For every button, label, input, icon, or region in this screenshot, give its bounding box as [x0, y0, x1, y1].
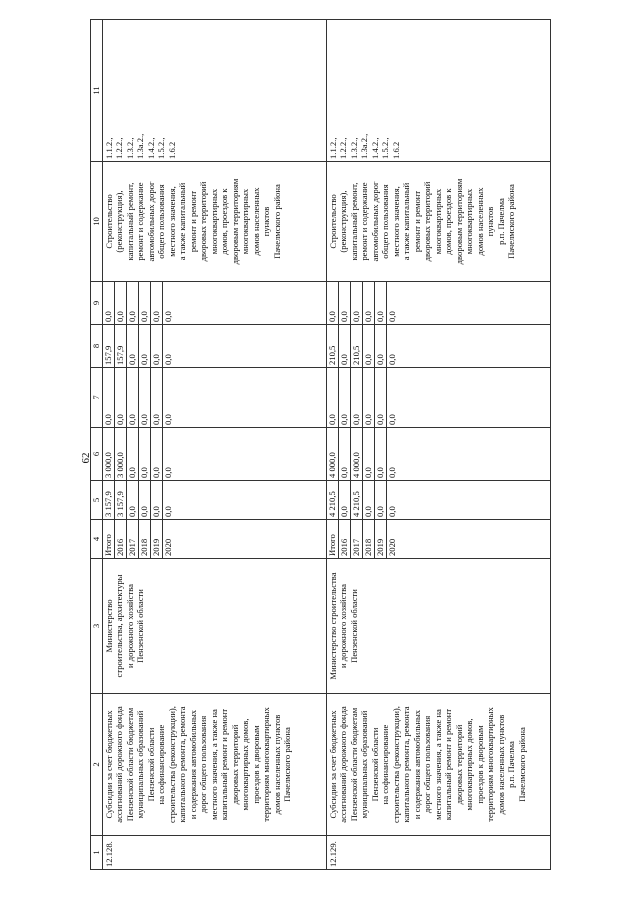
total-col-value: 0,0 [339, 481, 351, 519]
federal-budget-col-value: 0,0 [339, 368, 351, 427]
federal-budget-col-value: 0,0 [387, 414, 397, 425]
total-col-value: 0,0 [363, 481, 375, 519]
executor-cell: Министерство строительства и дорожного хозяйства Пензенской области [327, 559, 551, 694]
header-cell: 6 [91, 428, 103, 481]
local-budget-col-value: 0,0 [339, 325, 351, 367]
local-budget-col [327, 325, 551, 368]
header-cell: 1 [91, 836, 103, 870]
other-sources-col-value: 0,0 [127, 282, 139, 324]
federal-budget-col-value: 0,0 [351, 368, 363, 427]
total-col-value: 0,0 [139, 481, 151, 519]
header-cell: 11 [91, 20, 103, 162]
year-list-value: 2019 [151, 520, 163, 558]
total-col [327, 481, 551, 520]
header-cell: 3 [91, 559, 103, 694]
year-list-value: 2017 [351, 520, 363, 558]
page-number: 62 [80, 452, 92, 464]
federal-budget-col-value: 0,0 [115, 368, 127, 427]
header-cell: 4 [91, 520, 103, 559]
federal-budget-col [327, 368, 551, 428]
total-col-value: 0,0 [375, 481, 387, 519]
table-row [327, 20, 551, 870]
year-list-value: 2016 [339, 520, 351, 558]
rotated-sheet [90, 20, 640, 870]
regional-budget-col-value: 0,0 [375, 428, 387, 480]
federal-budget-col [103, 368, 327, 428]
year-list-value: 2020 [387, 538, 397, 556]
program-table [90, 19, 551, 870]
total-col-value: 0,0 [387, 506, 397, 517]
year-list [103, 520, 327, 559]
local-budget-col-value: 0,0 [163, 354, 173, 365]
federal-budget-col-value: 0,0 [327, 368, 339, 427]
other-sources-col [103, 282, 327, 325]
total-col-value: 4 210,5 [351, 481, 363, 519]
total-col-value: 0,0 [163, 506, 173, 517]
header-cell: 5 [91, 481, 103, 520]
regional-budget-col-value: 0,0 [363, 428, 375, 480]
federal-budget-col-value: 0,0 [163, 414, 173, 425]
total-col-value: 0,0 [127, 481, 139, 519]
local-budget-col-value: 157,9 [115, 325, 127, 367]
federal-budget-col-value: 0,0 [363, 368, 375, 427]
regional-budget-col-value: 4 000,0 [351, 428, 363, 480]
table-row [103, 20, 327, 870]
regional-budget-col-value: 0,0 [127, 428, 139, 480]
expected-result: Строительство (реконструкция), капитальный ремонт, ремонт и содержание автомобильных дорог общего пользования местного значения, а также капитальный ремонт и ремонт дворовых территорий многоквартирных домов, проездов к дворовым территориям многоквартирных домов населенных пунктов р.п. Пачелма Пачелмского района [327, 162, 551, 282]
total-col [103, 481, 327, 520]
row-number: 12.128. [103, 836, 327, 870]
measure-description: Субсидии за счет бюджетных ассигнований дорожного фонда Пензенской области бюджетам муниципальных образований Пензенской области на софинансирование строительства (реконструкции), капитального ремонта, ремонта и содержания автомобильных дорог общего пользования местного значения, а также на капитальный ремонт и ремонт дворовых территорий многоквартирных домов, проездов к дворовым территориям многоквартирных домов населенных пунктов р.п. Пачелма Пачелмского района [327, 694, 551, 836]
year-list [327, 520, 551, 559]
local-budget-col-value: 0,0 [151, 325, 163, 367]
regional-budget-col [327, 428, 551, 481]
indicator-codes: 1.1.2., 1.2.2., 1.3.2., 1.3а.2., 1.4.2., 1.5.2., 1.6.2 [327, 20, 551, 162]
year-list-value: Итого [327, 520, 339, 558]
regional-budget-col-value: 0,0 [139, 428, 151, 480]
indicator-codes: 1.1.2., 1.2.2., 1.3.2., 1.3а.2., 1.4.2., 1.5.2., 1.6.2 [103, 20, 327, 162]
other-sources-col-value: 0,0 [351, 282, 363, 324]
local-budget-col-value: 210,5 [351, 325, 363, 367]
federal-budget-col-value: 0,0 [103, 368, 115, 427]
other-sources-col-value: 0,0 [327, 282, 339, 324]
other-sources-col-value: 0,0 [387, 311, 397, 322]
other-sources-col-value: 0,0 [103, 282, 115, 324]
regional-budget-col-value: 3 000,0 [103, 428, 115, 480]
year-list-value: 2020 [163, 538, 173, 556]
year-list-value: 2018 [363, 520, 375, 558]
header-cell: 8 [91, 325, 103, 368]
federal-budget-col-value: 0,0 [151, 368, 163, 427]
total-col-value: 3 157,9 [103, 481, 115, 519]
total-col-value: 0,0 [151, 481, 163, 519]
regional-budget-col-value: 3 000,0 [115, 428, 127, 480]
regional-budget-col-value: 4 000,0 [327, 428, 339, 480]
other-sources-col-value: 0,0 [151, 282, 163, 324]
regional-budget-col-value: 0,0 [163, 467, 173, 478]
other-sources-col-value: 0,0 [339, 282, 351, 324]
local-budget-col-value: 210,5 [327, 325, 339, 367]
other-sources-col-value: 0,0 [115, 282, 127, 324]
header-cell: 7 [91, 368, 103, 428]
expected-result: Строительство (реконструкция), капитальный ремонт, ремонт и содержание автомобильных дорог общего пользования местного значения, а также капитальный ремонт и ремонт дворовых территорий многоквартирных домов, проездов к дворовым территориям многоквартирных домов населенных пунктов Пачелмского района [103, 162, 327, 282]
executor-cell: Министерство строительства, архитектуры и дорожного хозяйства Пензенской области [103, 559, 327, 694]
local-budget-col-value: 0,0 [375, 325, 387, 367]
regional-budget-col [103, 428, 327, 481]
total-col-value: 3 157,9 [115, 481, 127, 519]
year-list-value: 2017 [127, 520, 139, 558]
other-sources-col-value: 0,0 [363, 282, 375, 324]
local-budget-col-value: 157,9 [103, 325, 115, 367]
local-budget-col [103, 325, 327, 368]
federal-budget-col-value: 0,0 [139, 368, 151, 427]
local-budget-col-value: 0,0 [127, 325, 139, 367]
year-list-value: Итого [103, 520, 115, 558]
row-number: 12.129. [327, 836, 551, 870]
other-sources-col-value: 0,0 [139, 282, 151, 324]
total-col-value: 4 210,5 [327, 481, 339, 519]
local-budget-col-value: 0,0 [387, 354, 397, 365]
year-list-value: 2019 [375, 520, 387, 558]
other-sources-col [327, 282, 551, 325]
local-budget-col-value: 0,0 [139, 325, 151, 367]
other-sources-col-value: 0,0 [375, 282, 387, 324]
measure-description: Субсидии за счет бюджетных ассигнований дорожного фонда Пензенской области бюджетам муниципальных образований Пензенской области на софинансирование строительства (реконструкции), капитального ремонта, ремонта и содержания автомобильных дорог общего пользования местного значения, а также на капитальный ремонт и ремонт дворовых территорий многоквартирных домов, проездов к дворовым территориям многоквартирных домов населенных пунктов Пачелмского района [103, 694, 327, 836]
regional-budget-col-value: 0,0 [387, 467, 397, 478]
local-budget-col-value: 0,0 [363, 325, 375, 367]
federal-budget-col-value: 0,0 [127, 368, 139, 427]
regional-budget-col-value: 0,0 [151, 428, 163, 480]
header-row [91, 20, 103, 870]
federal-budget-col-value: 0,0 [375, 368, 387, 427]
year-list-value: 2018 [139, 520, 151, 558]
other-sources-col-value: 0,0 [163, 311, 173, 322]
header-cell: 9 [91, 282, 103, 325]
year-list-value: 2016 [115, 520, 127, 558]
header-cell: 10 [91, 162, 103, 282]
regional-budget-col-value: 0,0 [339, 428, 351, 480]
header-cell: 2 [91, 694, 103, 836]
